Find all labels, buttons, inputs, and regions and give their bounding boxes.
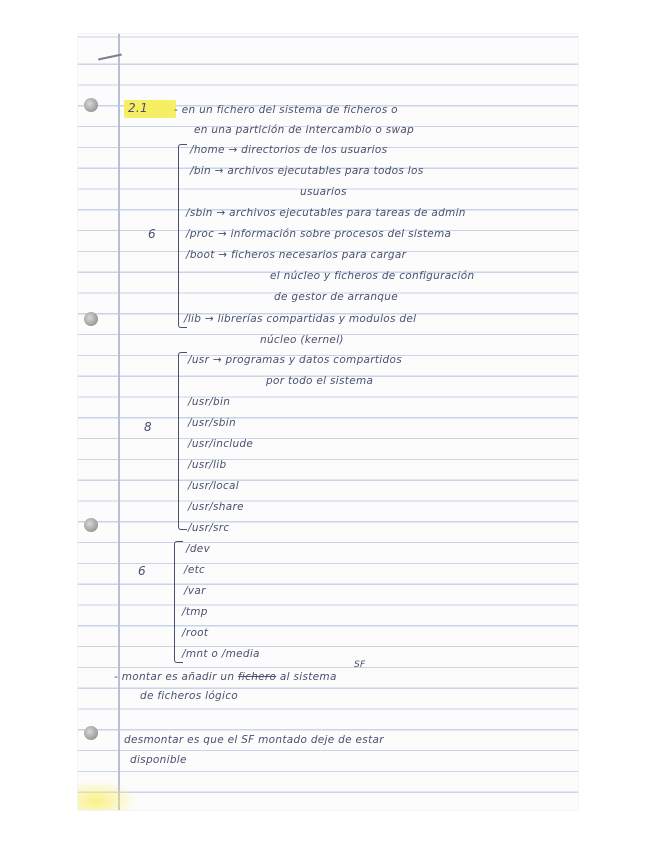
montar-text: al sistema (279, 671, 337, 683)
section-number: 2.1 (128, 101, 148, 115)
group-count: 6 (148, 227, 156, 241)
dir-line: por todo el sistema (266, 375, 374, 387)
dir-line: /sbin → archivos ejecutables para tareas de admin (186, 207, 466, 219)
dir-line: /tmp (182, 606, 208, 618)
dir-line: /usr/local (188, 480, 239, 492)
highlight-smudge (78, 780, 138, 810)
dir-line: /bin → archivos ejecutables para todos los (190, 165, 424, 177)
dir-line: núcleo (kernel) (260, 334, 344, 346)
group-bracket (174, 541, 183, 663)
intro-line-1: - en un fichero del sistema de ficheros o (174, 104, 398, 116)
superscript-note: SF (354, 660, 366, 670)
dir-line: usuarios (300, 186, 347, 198)
notebook-page (78, 34, 578, 810)
dir-line: /proc → información sobre procesos del sistema (186, 228, 452, 240)
binder-hole (84, 312, 98, 326)
binder-hole (84, 518, 98, 532)
dir-line: /dev (186, 543, 211, 555)
group-count: 8 (144, 420, 152, 434)
group-count: 6 (138, 564, 146, 578)
dir-line: /usr/src (188, 522, 230, 534)
struck-word: fichero (237, 671, 277, 683)
dir-line: /usr/sbin (188, 417, 236, 429)
dir-line: el núcleo y ficheros de configuración (270, 270, 475, 282)
dir-line: /var (184, 585, 206, 597)
dir-line: /etc (184, 564, 206, 576)
dir-line: de gestor de arranque (274, 291, 398, 303)
desmontar-line-1: desmontar es que el SF montado deje de estar (124, 734, 384, 746)
montar-text: - montar es añadir un (114, 671, 235, 683)
dir-line: /lib → librerías compartidas y modulos del (184, 313, 417, 325)
dir-line: /usr/bin (188, 396, 231, 408)
binder-hole (84, 98, 98, 112)
intro-line-2: en una partición de intercambio o swap (194, 124, 415, 136)
dir-line: /usr/share (188, 501, 244, 513)
group-bracket (178, 352, 187, 530)
margin-line (118, 34, 120, 810)
dir-line: /mnt o /media (182, 648, 260, 660)
dir-line: /usr → programas y datos compartidos (188, 354, 402, 366)
montar-line-1 (114, 671, 337, 683)
desmontar-line-2: disponible (130, 754, 187, 766)
binder-hole (84, 726, 98, 740)
dir-line: /boot → ficheros necesarios para cargar (186, 249, 407, 261)
montar-line-2: de ficheros lógico (140, 690, 239, 702)
dir-line: /home → directorios de los usuarios (190, 144, 388, 156)
dir-line: /usr/lib (188, 459, 227, 471)
dir-line: /root (182, 627, 209, 639)
dir-line: /usr/include (188, 438, 254, 450)
